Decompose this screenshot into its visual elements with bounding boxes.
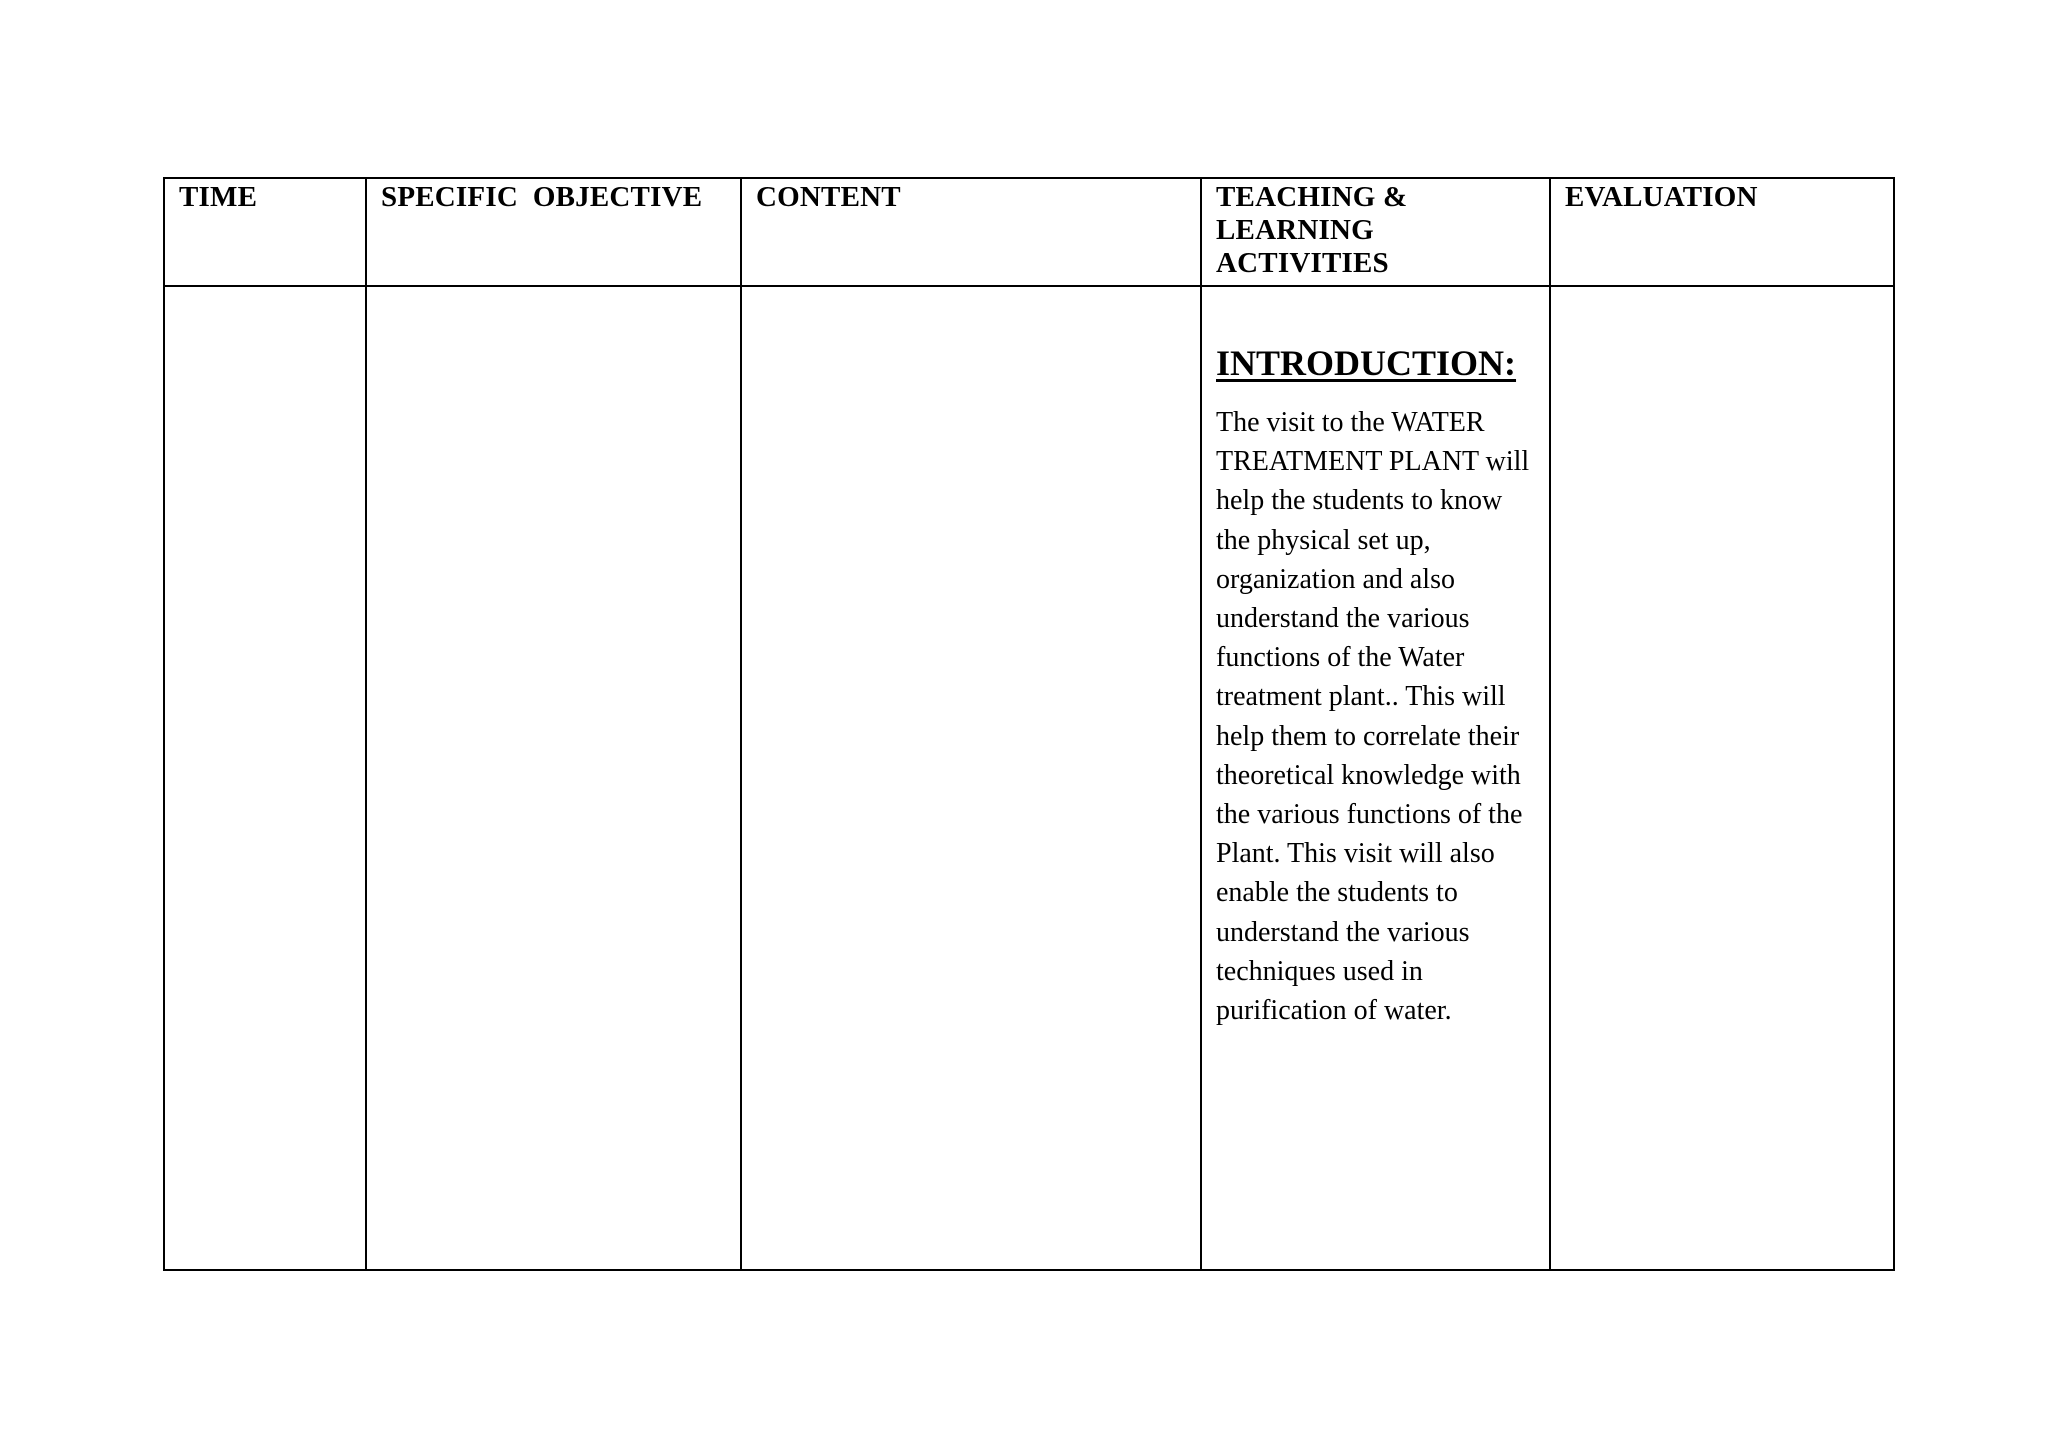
header-teaching-learning-activities: TEACHING & LEARNING ACTIVITIES xyxy=(1201,178,1550,286)
introduction-heading: INTRODUCTION: xyxy=(1216,343,1517,383)
cell-evaluation xyxy=(1550,286,1894,1270)
cell-content xyxy=(741,286,1201,1270)
cell-specific-objective xyxy=(366,286,741,1270)
introduction-text: The visit to the WATER TREATMENT PLANT will help the students to know the physical set up, organization and also understand the various functions of the Water treatment plant.. This will help them to correlate their theoretical knowledge with the various functions of the Plant. This visit will also enable the students to understand the various techniques used in purification of water. xyxy=(1216,407,1530,1027)
cell-teaching-learning-activities xyxy=(1201,286,1550,1270)
header-time: TIME xyxy=(164,178,366,286)
table-header-row xyxy=(164,178,1894,286)
table-row xyxy=(164,286,1894,1270)
header-specific-objective: SPECIFIC OBJECTIVE xyxy=(366,178,741,286)
lesson-plan-table xyxy=(163,177,1895,1271)
cell-time xyxy=(164,286,366,1270)
header-evaluation: EVALUATION xyxy=(1550,178,1894,286)
header-content: CONTENT xyxy=(741,178,1201,286)
